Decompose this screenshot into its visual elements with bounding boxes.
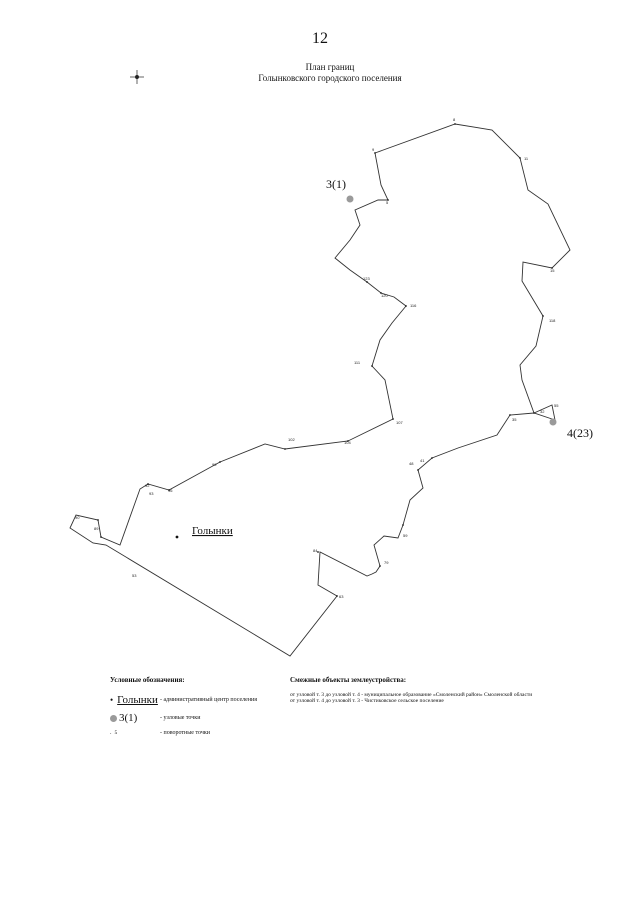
- point-label-104: 104: [344, 440, 351, 445]
- point-label-96: 96: [168, 488, 173, 493]
- point-label-53: 53: [132, 573, 137, 578]
- point-label-123: 123: [363, 276, 370, 281]
- node-point-icon: [110, 715, 117, 722]
- point-label-99: 99: [212, 462, 217, 467]
- point-label-8: 8: [453, 117, 456, 122]
- point-label-9: 9: [372, 147, 375, 152]
- neighbors-line-2: от узловой т. 4 до узловой т. 3 - Чистиковское сельское поселение: [290, 698, 444, 704]
- point-label-120: 120: [381, 293, 388, 298]
- point-labels: [75, 117, 559, 599]
- legend: [110, 676, 290, 736]
- turning-point-icon: .: [110, 730, 112, 736]
- page-number: 12: [312, 30, 328, 47]
- point-label-5: 5: [386, 200, 389, 205]
- point-label-15: 15: [550, 268, 555, 273]
- point-label-92: 92: [145, 483, 150, 488]
- point-label-116: 116: [410, 303, 417, 308]
- turning-points: [97, 123, 553, 597]
- map-title-line-1: План границ: [305, 62, 355, 72]
- legend-place-symbol: Голынки: [117, 694, 158, 706]
- point-label-11: 11: [524, 156, 529, 161]
- point-label-79: 79: [384, 560, 389, 565]
- point-label-55: 55: [554, 403, 559, 408]
- legend-node-symbol: 3(1): [119, 712, 138, 724]
- point-label-93: 93: [149, 491, 154, 496]
- settlement-dot-icon: •: [110, 695, 114, 705]
- point-label-111: 111: [354, 360, 361, 365]
- node-label-3-1: 3(1): [326, 177, 346, 191]
- point-label-48: 48: [409, 461, 414, 466]
- neighbors-title: Смежные объекты землеустройства:: [290, 676, 407, 684]
- point-label-59: 59: [403, 533, 408, 538]
- legend-place-text: - административный центр поселения: [160, 697, 258, 703]
- point-label-107: 107: [396, 420, 403, 425]
- legend-node-text: - узловые точки: [160, 715, 201, 721]
- settlement-label: Голынки: [192, 525, 233, 537]
- point-label-41: 41: [420, 458, 425, 463]
- point-label-84: 84: [313, 548, 318, 553]
- node-label-4-23: 4(23): [567, 426, 593, 440]
- node-point-4-23: [550, 419, 557, 426]
- point-label-63: 63: [339, 594, 344, 599]
- point-label-89: 89: [94, 526, 99, 531]
- legend-turn-text: - поворотные точки: [160, 730, 210, 736]
- node-point-3-1: [347, 196, 354, 203]
- neighbors-section: [290, 676, 610, 704]
- legend-title: Условные обозначения:: [110, 676, 185, 684]
- boundary-line: [70, 124, 570, 656]
- point-label-102: 102: [288, 437, 295, 442]
- settlement-center-icon: [176, 536, 179, 539]
- neighbors-line-1: от узловой т. 3 до узловой т. 4 - муниципальное образование «Смоленский район» Смоленской области: [290, 692, 533, 698]
- point-label-32: 32: [540, 409, 545, 414]
- legend-turn-symbol: 5: [114, 730, 118, 736]
- point-label-35: 35: [512, 417, 517, 422]
- compass-rose-icon: [130, 70, 144, 84]
- legend-item-center: [110, 694, 290, 706]
- map-title-line-2: Голынковского городского поселения: [258, 73, 402, 83]
- legend-item-node: [110, 712, 290, 724]
- point-label-118: 118: [549, 318, 556, 323]
- point-label-90: 90: [75, 515, 80, 520]
- legend-item-turn: [110, 730, 290, 736]
